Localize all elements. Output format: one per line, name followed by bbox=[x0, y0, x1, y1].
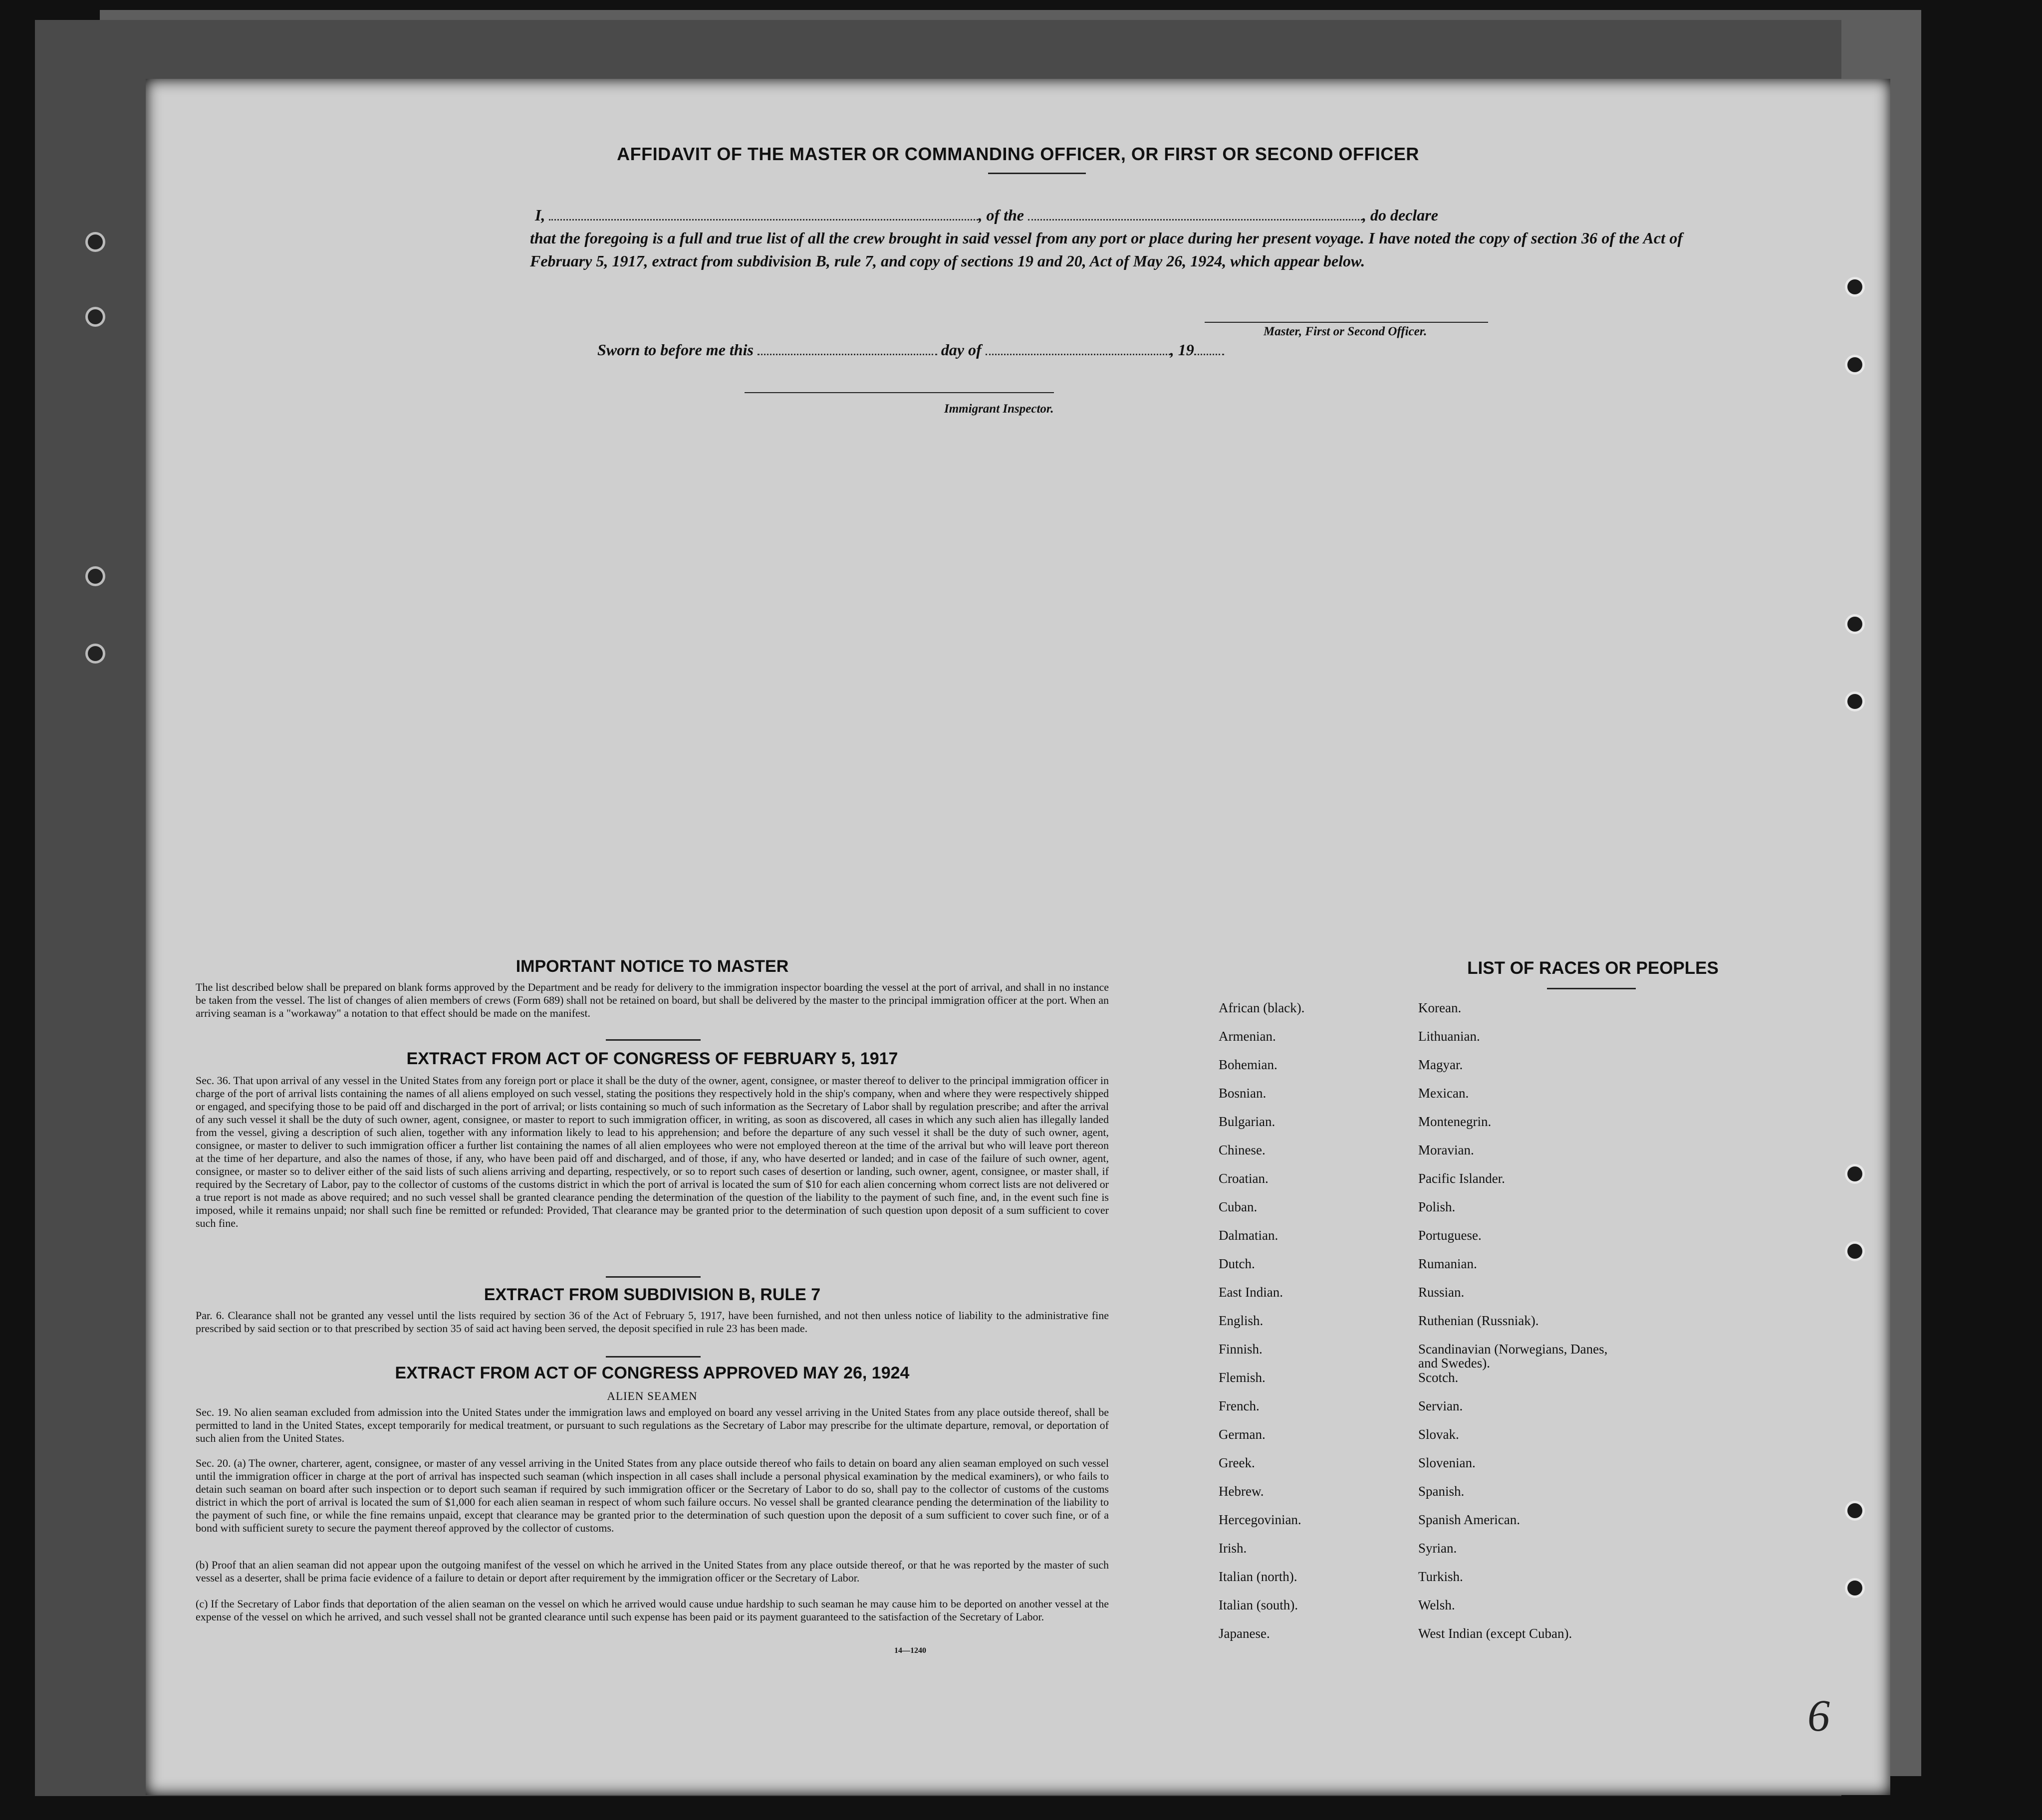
binder-hole bbox=[88, 309, 103, 324]
races-title: LIST OF RACES OR PEOPLES bbox=[1467, 958, 1719, 978]
form-number: 14—1240 bbox=[894, 1646, 926, 1655]
sworn-line bbox=[597, 338, 1446, 361]
race-item: Moravian. bbox=[1418, 1142, 1474, 1157]
race-item: Korean. bbox=[1418, 1000, 1462, 1015]
sworn-month-field[interactable] bbox=[986, 354, 1170, 355]
sec20a-body: Sec. 20. (a) The owner, charterer, agent, consignee, or master of any vessel arriving in the United States from any place outside thereof who fails to detain on board any alien seaman employed on such vessel until the immigration officer in charge at the port of arrival has inspected such seaman (which inspection in all cases shall include a personal physical examination by the medical examiners), or who fails to detain such seaman on board after such inspection or to deport such seaman if required by such immigration officer or the Secretary of Labor to do so, shall pay to the collector of customs of the customs district in which the port of arrival is located the sum of $1,000 for each alien seaman in respect of whom such failure occurs. No vessel shall be granted clearance pending the determination of the liability to the payment of such fine, or while the fine remains unpaid, except that clearance may be granted prior to the determination of such question upon the deposit of a sum sufficient to cover such fine, or of a bond with sufficient surety to secure the payment thereof approved by the collector of customs. bbox=[196, 1457, 1109, 1534]
sworn-year-prefix: , 19 bbox=[1170, 341, 1194, 359]
race-item: Slovenian. bbox=[1418, 1455, 1476, 1470]
divider bbox=[606, 1276, 701, 1278]
punch-hole bbox=[1847, 357, 1862, 372]
race-item: Dutch. bbox=[1219, 1256, 1255, 1271]
binder-hole bbox=[88, 646, 103, 661]
signature-line[interactable] bbox=[1205, 322, 1488, 323]
punch-hole bbox=[1847, 1503, 1862, 1518]
race-item: Dalmatian. bbox=[1219, 1228, 1278, 1243]
race-item: Finnish. bbox=[1219, 1342, 1263, 1357]
race-item: Hebrew. bbox=[1219, 1484, 1264, 1499]
race-item: Polish. bbox=[1418, 1199, 1456, 1214]
race-item: English. bbox=[1219, 1313, 1264, 1328]
race-item: French. bbox=[1219, 1398, 1260, 1413]
declaration-line bbox=[535, 204, 1683, 227]
binder-hole bbox=[88, 569, 103, 584]
divider bbox=[1547, 988, 1636, 989]
race-item: Magyar. bbox=[1418, 1057, 1463, 1072]
race-item: Syrian. bbox=[1418, 1541, 1457, 1556]
race-item: Lithuanian. bbox=[1418, 1029, 1480, 1044]
alien-seamen-subtitle: ALIEN SEAMEN bbox=[607, 1390, 698, 1402]
race-item: Flemish. bbox=[1219, 1370, 1266, 1385]
officer-name-field[interactable] bbox=[549, 219, 978, 221]
race-item: Italian (south). bbox=[1219, 1597, 1298, 1612]
sworn-day-field[interactable] bbox=[758, 354, 937, 355]
notice-title: IMPORTANT NOTICE TO MASTER bbox=[515, 957, 789, 976]
extract-rule7-title: EXTRACT FROM SUBDIVISION B, RULE 7 bbox=[484, 1285, 821, 1304]
vessel-name-field[interactable] bbox=[1028, 219, 1362, 221]
race-item: Turkish. bbox=[1418, 1569, 1463, 1584]
race-item: Armenian. bbox=[1219, 1029, 1276, 1044]
extract-rule7-body: Par. 6. Clearance shall not be granted any vessel until the lists required by section 36 of the Act of February 5, 1917, have been furnished, and not then unless notice of liability to the administrative fine prescribed by said section or to that prescribed by section 35 of said act having been served, the deposit specified in rule 23 has been made. bbox=[196, 1309, 1109, 1335]
race-item: African (black). bbox=[1219, 1000, 1305, 1015]
race-item: Croatian. bbox=[1219, 1171, 1269, 1186]
race-item: Spanish. bbox=[1418, 1484, 1465, 1499]
race-item: Scotch. bbox=[1418, 1370, 1459, 1385]
race-item: Chinese. bbox=[1219, 1142, 1266, 1157]
race-item: Welsh. bbox=[1418, 1597, 1455, 1612]
extract-1924-title: EXTRACT FROM ACT OF CONGRESS APPROVED MAY 26, 1924 bbox=[395, 1364, 910, 1382]
race-item: Italian (north). bbox=[1219, 1569, 1297, 1584]
punch-hole bbox=[1847, 279, 1862, 294]
affidavit-title: AFFIDAVIT OF THE MASTER OR COMMANDING OFFICER, OR FIRST OR SECOND OFFICER bbox=[617, 144, 1419, 164]
race-item: Bosnian. bbox=[1219, 1086, 1267, 1101]
race-item: Pacific Islander. bbox=[1418, 1171, 1505, 1186]
race-item: Servian. bbox=[1418, 1398, 1463, 1413]
race-item: Mexican. bbox=[1418, 1086, 1469, 1101]
divider bbox=[606, 1356, 701, 1358]
race-item: Russian. bbox=[1418, 1285, 1465, 1300]
sworn-year-field[interactable] bbox=[1194, 354, 1224, 355]
sec19-body: Sec. 19. No alien seaman excluded from admission into the United States under the immigration laws and employed on board any vessel arriving in the United States from any place outside thereof, shall be permitted to land in the United States, except temporarily for medical treatment, or pursuant to such regulations as the Secretary of Labor may prescribe for the ultimate departure, removal, or deportation of such alien from the United States. bbox=[196, 1406, 1109, 1444]
race-item: Japanese. bbox=[1219, 1626, 1270, 1641]
declare-prefix: I, bbox=[535, 206, 545, 224]
race-item: German. bbox=[1219, 1427, 1266, 1442]
race-item: Bohemian. bbox=[1219, 1057, 1277, 1072]
race-item: Bulgarian. bbox=[1219, 1114, 1276, 1129]
punch-hole bbox=[1847, 617, 1862, 632]
notice-body: The list described below shall be prepared on blank forms approved by the Department and be ready for delivery to the immigration inspector boarding the vessel at the port of arrival, and shall in no instance be taken from the vessel. The list of changes of alien members of crews (Form 689) shall not be retained on board, but shall be delivered by the master to the principal immigration officer at the port. When an arriving seaman is a "workaway" a notation to that effect should be made on the manifest. bbox=[196, 981, 1109, 1019]
race-item: Slovak. bbox=[1418, 1427, 1459, 1442]
handwritten-page-number: 6 bbox=[1807, 1691, 1830, 1741]
binder-hole bbox=[88, 234, 103, 249]
extract-1917-body: Sec. 36. That upon arrival of any vessel in the United States from any foreign port or place it shall be the duty of the owner, agent, consignee, or master thereof to deliver to the principal immigration officer in charge of the port of arrival lists containing the names of all aliens employed on such vessel, stating the positions they respectively hold in the ship's company, when and where they were respectively shipped or engaged, and specifying those to be paid off and discharged in the port of arrival; or lists containing so much of such information as the Secretary of Labor shall by regulation prescribe; and after the arrival of any such vessel it shall be the duty of such owner, agent, consignee, or master to report to such immigration officer, in writing, as soon as discovered, all cases in which any such alien has illegally landed from the vessel, giving a description of such alien, together with any information likely to lead to his apprehension; and before the departure of any such vessel it shall be the duty of such owner, agent, consignee, or master to deliver to such immigration officer a further list containing the names of all alien employees who were not employed thereon at the time of the arrival but who will leave port thereon at the time of her departure, and also the names of those, if any, who have been paid off and discharged, and of those, if any, who have deserted or landed; and in case of the failure of such owner, agent, consignee, or master so to deliver either of the said lists of such aliens arriving and departing, respectively, or so to report such cases of desertion or landing, such owner, agent, consignee, or master shall, if required by the Secretary of Labor, pay to the collector of customs of the customs district in which the port of arrival is located the sum of $10 for each alien concerning whom correct lists are not delivered or a true report is not made as above required; and no such vessel shall be granted clearance pending the determination of the question of the liability to the payment of such fine, and, in the event such fine is imposed, while it remains unpaid; nor shall such fine be remitted or refunded: Provided, That clearance may be granted prior to the determination of such question upon deposit of a sum sufficient to cover such fine. bbox=[196, 1074, 1109, 1229]
race-item: Rumanian. bbox=[1418, 1256, 1477, 1271]
race-item: East Indian. bbox=[1219, 1285, 1283, 1300]
document-page bbox=[146, 79, 1890, 1795]
punch-hole bbox=[1847, 1581, 1862, 1595]
race-item: Portuguese. bbox=[1418, 1228, 1482, 1243]
punch-hole bbox=[1847, 1244, 1862, 1259]
race-item: Ruthenian (Russniak). bbox=[1418, 1313, 1539, 1328]
declare-suffix: , do declare bbox=[1362, 206, 1438, 224]
race-item: West Indian (except Cuban). bbox=[1418, 1626, 1572, 1641]
sworn-mid: day of bbox=[941, 341, 982, 359]
race-item: Cuban. bbox=[1219, 1199, 1258, 1214]
inspector-label: Immigrant Inspector. bbox=[944, 402, 1054, 416]
title-underline bbox=[988, 173, 1086, 174]
race-item: Scandinavian (Norwegians, Danes, and Swedes). bbox=[1418, 1342, 1608, 1370]
sworn-prefix: Sworn to before me this bbox=[597, 341, 754, 359]
punch-hole bbox=[1847, 1166, 1862, 1181]
extract-1917-title: EXTRACT FROM ACT OF CONGRESS OF FEBRUARY 5, 1917 bbox=[406, 1049, 898, 1068]
declare-mid: , of the bbox=[978, 206, 1024, 224]
divider bbox=[606, 1039, 701, 1041]
declaration-body: that the foregoing is a full and true list of all the crew brought in said vessel from any port or place during her present voyage. I have noted the copy of section 36 of the Act of February 5, 1917, extract from subdivision B, rule 7, and copy of sections 19 and 20, Act of May 26, 1924, which appear below. bbox=[530, 229, 1683, 270]
race-item: Montenegrin. bbox=[1418, 1114, 1492, 1129]
signature-label: Master, First or Second Officer. bbox=[1264, 325, 1427, 338]
sec20c-body: (c) If the Secretary of Labor finds that deportation of the alien seaman on the vessel on which he arrived would cause undue hardship to such seaman he may cause him to be deported on another vessel at the expense of the vessel on which he arrived, and such vessel shall not be granted clearance until such expense has been paid or its payment guaranteed to the satisfaction of the Secretary of Labor. bbox=[196, 1597, 1109, 1623]
inspector-signature-line[interactable] bbox=[745, 392, 1054, 393]
sec20b-body: (b) Proof that an alien seaman did not appear upon the outgoing manifest of the vessel on which he arrived in the United States from any place outside thereof, or that he was reported by the master of such vessel as a deserter, shall be prima facie evidence of a failure to detain or deport after requirement by the immigration officer or the Secretary of Labor. bbox=[196, 1559, 1109, 1584]
punch-hole bbox=[1847, 694, 1862, 709]
race-item: Spanish American. bbox=[1418, 1512, 1520, 1527]
race-item: Hercegovinian. bbox=[1219, 1512, 1301, 1527]
race-item: Irish. bbox=[1219, 1541, 1247, 1556]
race-item: Greek. bbox=[1219, 1455, 1255, 1470]
